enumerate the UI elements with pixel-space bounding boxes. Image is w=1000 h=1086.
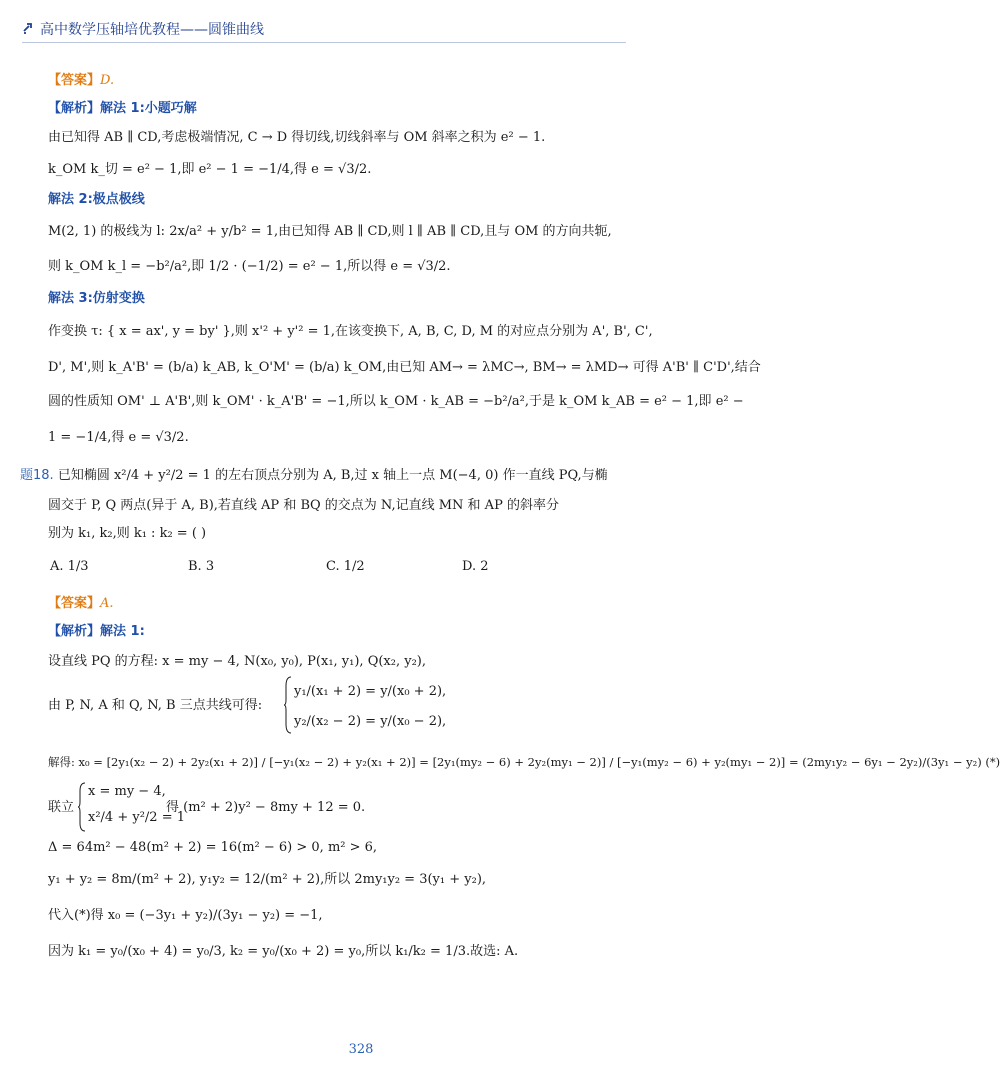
text-line: 圆的性质知 OM' ⊥ A'B',则 k_OM' · k_A'B' = −1,所以 k_OM · k_AB = −b²/a²,于是 k_OM k_AB = e² − 1,即 e² − — [48, 394, 744, 409]
text-line: 由 P, N, A 和 Q, N, B 三点共线可得: — [48, 698, 263, 713]
option-c: C. 1/2 — [326, 559, 365, 574]
answer-value: A. — [100, 596, 114, 611]
question-line: 别为 k₁, k₂,则 k₁ : k₂ = ( ) — [48, 526, 207, 541]
page-header — [22, 18, 626, 43]
text-line: y₁/(x₁ + 2) = y/(x₀ + 2), — [294, 684, 447, 699]
answer-tag: 【答案】 — [48, 73, 101, 88]
method-1-label: 解法 1: — [100, 624, 145, 639]
option-d: D. 2 — [462, 559, 489, 574]
question-line: 圆交于 P, Q 两点(异于 A, B),若直线 AP 和 BQ 的交点为 N,记直线 MN 和 AP 的斜率分 — [48, 498, 559, 513]
link-icon — [22, 21, 36, 35]
method-2-label: 解法 2:极点极线 — [48, 192, 145, 207]
text-line: 解得: x₀ = [2y₁(x₂ − 2) + 2y₂(x₁ + 2)] / [−y₁(x₂ − 2) + y₂(x₁ + 2)] = [2y₁(my₂ − 6) + 2y₂(my₁ − 2)] / [−y₁(my₂ − 6) + y₂(my₁ − 2)] = (2my₁y₂ − 6y₁ − 2y₂)/(3y₁ − y₂) (*) — [48, 755, 1000, 769]
text-line: 得 (m² + 2)y² − 8my + 12 = 0. — [166, 800, 366, 815]
text-line: M(2, 1) 的极线为 l: 2x/a² + y/b² = 1,由已知得 AB ∥ CD,则 l ∥ AB ∥ CD,且与 OM 的方向共轭, — [48, 224, 612, 239]
answer-line-1 — [48, 71, 114, 91]
text-line: 由已知得 AB ∥ CD,考虑极端情况, C → D 得切线,切线斜率与 OM 斜率之积为 e² − 1. — [48, 130, 546, 145]
brace-icon — [284, 676, 292, 734]
text-line: 设直线 PQ 的方程: x = my − 4, N(x₀, y₀), P(x₁, y₁), Q(x₂, y₂), — [48, 654, 426, 669]
text-line: x²/4 + y²/2 = 1 — [88, 810, 185, 825]
method-1-label: 解法 1:小题巧解 — [100, 101, 197, 116]
analysis-tag: 【解析】 — [48, 101, 101, 116]
brace-icon — [78, 782, 86, 832]
answer-tag: 【答案】 — [48, 596, 101, 611]
analysis-line-2 — [48, 622, 145, 642]
header-title: 高中数学压轴培优教程——圆锥曲线 — [40, 22, 264, 38]
option-b: B. 3 — [188, 559, 215, 574]
analysis-line-1 — [48, 99, 197, 119]
text-line: x = my − 4, — [88, 784, 166, 799]
answer-line-2 — [48, 594, 114, 614]
answer-value: D. — [100, 73, 115, 88]
text-line: Δ = 64m² − 48(m² + 2) = 16(m² − 6) > 0, m² > 6, — [48, 840, 378, 855]
option-a: A. 1/3 — [50, 559, 89, 574]
text-line: 作变换 τ: { x = ax', y = by' },则 x'² + y'² = 1,在该变换下, A, B, C, D, M 的对应点分别为 A', B', C', — [48, 324, 653, 339]
question-line — [20, 466, 608, 486]
text-line: 代入(*)得 x₀ = (−3y₁ + y₂)/(3y₁ − y₂) = −1, — [48, 908, 323, 923]
text-line: 联立 — [48, 800, 75, 815]
page-number: 328 — [348, 1042, 374, 1057]
analysis-tag: 【解析】 — [48, 624, 101, 639]
text-line: y₁ + y₂ = 8m/(m² + 2), y₁y₂ = 12/(m² + 2),所以 2my₁y₂ = 3(y₁ + y₂), — [48, 872, 487, 887]
text-line: 1 = −1/4,得 e = √3/2. — [48, 430, 189, 445]
text-line: y₂/(x₂ − 2) = y/(x₀ − 2), — [294, 714, 447, 729]
method-3-label: 解法 3:仿射变换 — [48, 291, 145, 306]
text-line: 则 k_OM k_l = −b²/a²,即 1/2 · (−1/2) = e² − 1,所以得 e = √3/2. — [48, 259, 451, 274]
text-line: k_OM k_切 = e² − 1,即 e² − 1 = −1/4,得 e = √3/2. — [48, 162, 372, 177]
text-line: 因为 k₁ = y₀/(x₀ + 4) = y₀/3, k₂ = y₀/(x₀ + 2) = y₀,所以 k₁/k₂ = 1/3.故选: A. — [48, 944, 519, 959]
text-line: D', M',则 k_A'B' = (b/a) k_AB, k_O'M' = (b/a) k_OM,由已知 AM→ = λMC→, BM→ = λMD→ 可得 A'B' ∥ C'D',结合 — [48, 360, 761, 375]
question-text: 已知椭圆 x²/4 + y²/2 = 1 的左右顶点分别为 A, B,过 x 轴上一点 M(−4, 0) 作一直线 PQ,与椭 — [57, 468, 608, 483]
question-number: 题18. — [20, 468, 54, 483]
